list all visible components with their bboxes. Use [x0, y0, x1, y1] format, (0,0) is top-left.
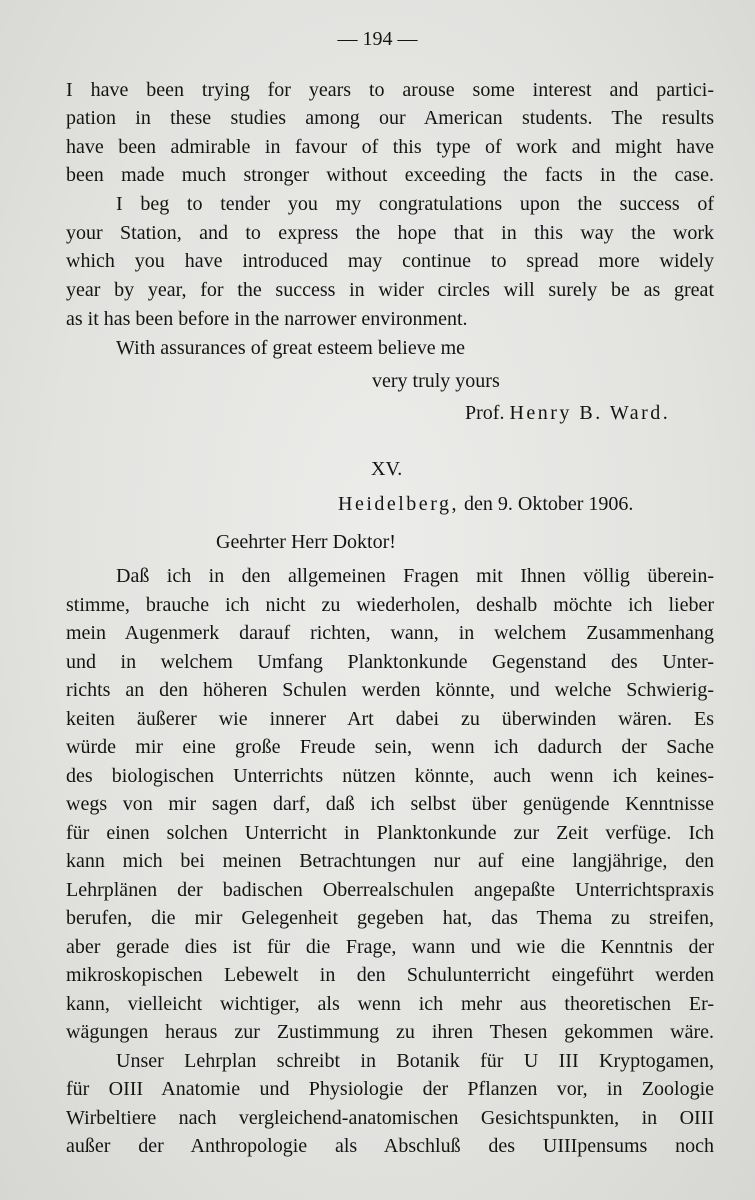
- text-line: außer der Anthropologie als Abschluß des UIIIpensums noch: [66, 1135, 714, 1157]
- text-line: Wirbeltiere nach vergleichend-anatomischen Gesichtspunkten, in OIII: [66, 1107, 714, 1129]
- text-line: Unser Lehrplan schreibt in Botanik für U III Kryptogamen,: [116, 1050, 714, 1072]
- letter-date: den 9. Oktober 1906.: [464, 493, 634, 515]
- text-line: as it has been before in the narrower environment.: [66, 308, 468, 330]
- text-line: wägungen heraus zur Zustimmung zu ihren Thesen gekommen wäre.: [66, 1021, 714, 1043]
- valediction: very truly yours: [372, 370, 500, 392]
- text-line: kann, vielleicht wichtiger, als wenn ich mehr aus theoretischen Er-: [66, 993, 714, 1015]
- letter-closing: With assurances of great esteem believe me: [116, 337, 466, 359]
- text-line: wegs von mir sagen darf, daß ich selbst über genügende Kenntnisse: [66, 793, 714, 815]
- text-line: I have been trying for years to arouse some interest and partici-: [66, 79, 714, 101]
- text-line: mikroskopischen Lebewelt in den Schulunterricht eingeführt werden: [66, 964, 714, 986]
- text-line: des biologischen Unterrichts nützen könnte, auch wenn ich keines-: [66, 765, 714, 787]
- text-line: which you have introduced may continue to spread more widely: [66, 250, 714, 272]
- text-line: und in welchem Umfang Planktonkunde Gegenstand des Unter-: [66, 651, 714, 673]
- text-line: aber gerade dies ist für die Frage, wann und wie die Kenntnis der: [66, 936, 714, 958]
- signature-prefix: Prof.: [465, 402, 505, 424]
- text-line: I beg to tender you my congratulations upon the success of: [116, 193, 714, 215]
- text-line: been made much stronger without exceeding the facts in the case.: [66, 164, 714, 186]
- page-number: — 194 —: [337, 28, 418, 50]
- text-line: berufen, die mir Gelegenheit gegeben hat, das Thema zu streifen,: [66, 907, 714, 929]
- text-line: keiten äußerer wie innerer Art dabei zu überwinden wären. Es: [66, 708, 714, 730]
- text-line: kann mich bei meinen Betrachtungen nur auf eine langjährige, den: [66, 850, 714, 872]
- text-line: have been admirable in favour of this type of work and might have: [66, 136, 714, 158]
- text-line: year by year, for the success in wider circles will surely be as great: [66, 279, 714, 301]
- text-line: Daß ich in den allgemeinen Fragen mit Ihnen völlig überein-: [116, 565, 714, 587]
- signature-name: Henry B. Ward.: [509, 402, 671, 424]
- text-line: richts an den höheren Schulen werden könnte, und welche Schwierig-: [66, 679, 714, 701]
- text-line: würde mir eine große Freude sein, wenn ich dadurch der Sache: [66, 736, 714, 758]
- text-line: pation in these studies among our American students. The results: [66, 107, 714, 129]
- text-line: für OIII Anatomie und Physiologie der Pflanzen vor, in Zoologie: [66, 1078, 714, 1100]
- text-line: für einen solchen Unterricht in Planktonkunde zur Zeit verfüge. Ich: [66, 822, 714, 844]
- salutation: Geehrter Herr Doktor!: [216, 531, 396, 553]
- text-line: your Station, and to express the hope that in this way the work: [66, 222, 714, 244]
- letter-place: Heidelberg,: [338, 493, 459, 515]
- text-line: mein Augenmerk darauf richten, wann, in welchem Zusammenhang: [66, 622, 714, 644]
- signature: [465, 399, 670, 427]
- text-line: Lehrplänen der badischen Oberrealschulen angepaßte Unterrichtspraxis: [66, 879, 714, 901]
- letter-number: XV.: [371, 458, 403, 480]
- text-line: stimme, brauche ich nicht zu wiederholen, deshalb möchte ich lieber: [66, 594, 714, 616]
- letter-dateline: [338, 490, 633, 518]
